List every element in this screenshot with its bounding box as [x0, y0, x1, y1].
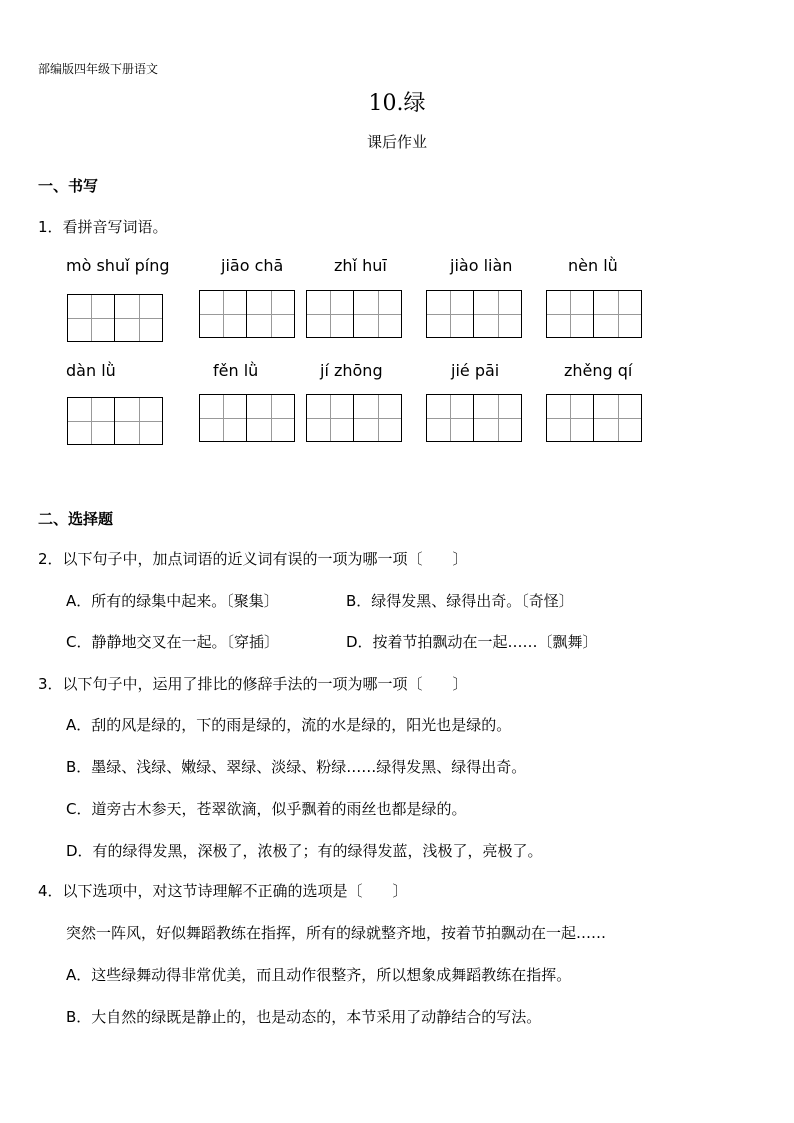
option-b[interactable]: B．大自然的绿既是静止的，也是动态的，本节采用了动静结合的写法。 — [66, 1008, 542, 1026]
pinyin-label: zhěng qí — [564, 361, 633, 380]
pinyin-label: fěn lǜ — [213, 361, 259, 380]
writing-grid[interactable] — [426, 290, 522, 338]
pinyin-label: zhǐ huī — [334, 256, 387, 275]
writing-grid[interactable] — [426, 394, 522, 442]
writing-grid[interactable] — [199, 394, 295, 442]
poem-passage: 突然一阵风，好似舞蹈教练在指挥，所有的绿就整齐地，按着节拍飘动在一起…… — [66, 924, 607, 942]
pinyin-label: jiào liàn — [450, 256, 513, 275]
pinyin-label: jiāo chā — [221, 256, 284, 275]
option-b[interactable]: B．绿得发黑、绿得出奇。〔奇怪〕 — [346, 592, 574, 610]
question-3-stem: 3．以下句子中，运用了排比的修辞手法的一项为哪一项〔 〕 — [38, 675, 468, 693]
writing-grid[interactable] — [67, 397, 163, 445]
option-a[interactable]: A．所有的绿集中起来。〔聚集〕 — [66, 592, 279, 610]
writing-grid[interactable] — [306, 394, 402, 442]
option-d[interactable]: D．按着节拍飘动在一起……〔飘舞〕 — [346, 633, 598, 651]
page-subtitle: 课后作业 — [366, 133, 427, 151]
option-d[interactable]: D．有的绿得发黑，深极了，浓极了；有的绿得发蓝，浅极了，亮极了。 — [66, 842, 543, 860]
pinyin-label: mò shuǐ píng — [66, 256, 170, 275]
option-a[interactable]: A．刮的风是绿的，下的雨是绿的，流的水是绿的，阳光也是绿的。 — [66, 716, 512, 734]
writing-grid[interactable] — [199, 290, 295, 338]
option-a[interactable]: A．这些绿舞动得非常优美，而且动作很整齐，所以想象成舞蹈教练在指挥。 — [66, 966, 572, 984]
section-choice-heading: 二、选择题 — [38, 510, 114, 528]
pinyin-label: nèn lǜ — [568, 256, 618, 275]
page-title: 10.绿 — [368, 91, 426, 116]
option-c[interactable]: C．静静地交叉在一起。〔穿插〕 — [66, 633, 279, 651]
pinyin-label: jí zhōng — [320, 361, 383, 380]
option-b[interactable]: B．墨绿、浅绿、嫩绿、翠绿、淡绿、粉绿……绿得发黑、绿得出奇。 — [66, 758, 527, 776]
pinyin-label: jié pāi — [451, 361, 500, 380]
section-writing-heading: 一、书写 — [38, 177, 99, 195]
writing-grid[interactable] — [546, 290, 642, 338]
question-2-stem: 2．以下句子中，加点词语的近义词有误的一项为哪一项〔 〕 — [38, 550, 468, 568]
header-note: 部编版四年级下册语文 — [38, 62, 159, 76]
writing-grid[interactable] — [306, 290, 402, 338]
pinyin-label: dàn lǜ — [66, 361, 116, 380]
option-c[interactable]: C．道旁古木参天，苍翠欲滴，似乎飘着的雨丝也都是绿的。 — [66, 800, 467, 818]
writing-grid[interactable] — [546, 394, 642, 442]
question-1-stem: 1．看拼音写词语。 — [38, 218, 168, 236]
question-4-stem: 4．以下选项中，对这节诗理解不正确的选项是〔 〕 — [38, 882, 408, 900]
writing-grid[interactable] — [67, 294, 163, 342]
